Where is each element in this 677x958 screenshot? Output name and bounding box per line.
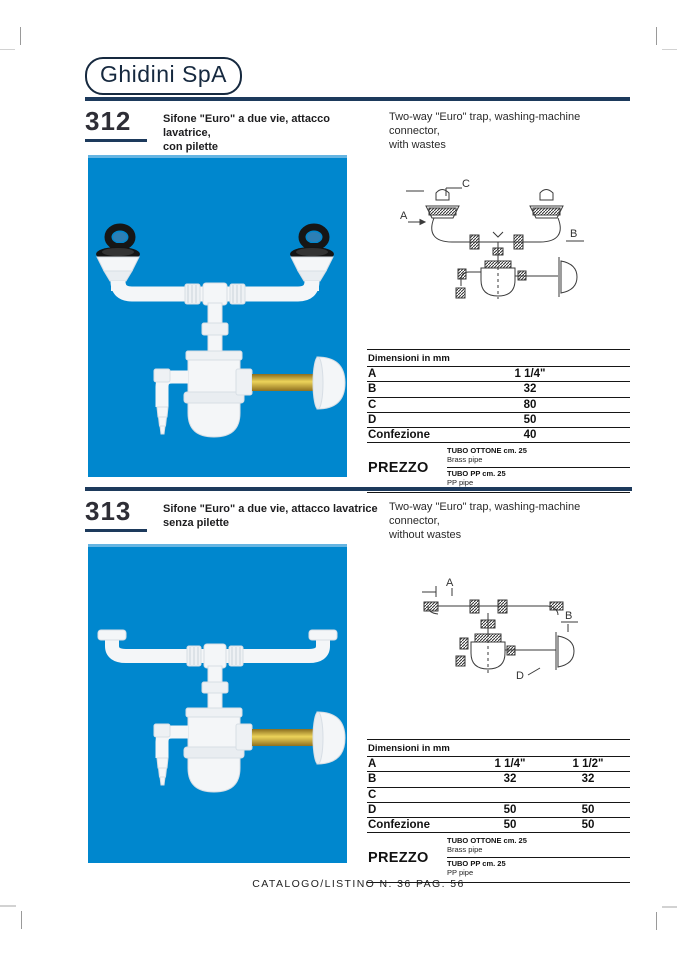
dim-value: 1 1/4": [494, 758, 526, 771]
dim-value: 40: [523, 429, 537, 442]
product-title-english: [389, 500, 624, 542]
trap-photo-illustration: [88, 155, 347, 477]
diagram-label-b: B: [570, 228, 578, 240]
title-en-line2: with wastes: [389, 139, 446, 151]
dimensions-table-312: [367, 349, 630, 493]
option-desc: Brass pipe: [447, 455, 483, 465]
brand-name: Ghidini SpA: [100, 61, 227, 87]
diagram-label-a: A: [446, 577, 454, 589]
table-row: [367, 428, 630, 443]
table-row: [367, 382, 630, 397]
table-row: [367, 788, 630, 803]
dim-value: 1 1/4": [514, 368, 546, 381]
brand-logo: [85, 57, 242, 95]
product-photo-312: [88, 155, 347, 477]
dim-value: 50: [523, 414, 537, 427]
price-label: PREZZO: [368, 849, 429, 866]
option-desc: PP pipe: [447, 478, 474, 488]
crop-mark-br-v: [656, 912, 657, 930]
product-title-english: [389, 110, 624, 152]
crop-mark-tl-h: [0, 49, 15, 50]
dim-label: A: [368, 758, 377, 771]
price-block: [367, 443, 630, 493]
dim-label: Confezione: [368, 429, 430, 442]
dim-label: D: [368, 414, 377, 427]
title-en-line1: Two-way "Euro" trap, washing-machine connector,: [389, 501, 581, 527]
header-rule: [85, 97, 630, 101]
dim-value2: 32: [581, 773, 595, 786]
dim-value: 32: [523, 383, 537, 396]
dim-value2: 1 1/2": [572, 758, 604, 771]
product-title-italian: [163, 112, 378, 154]
product-code-312: 312: [85, 106, 132, 136]
product-photo-313: [88, 544, 347, 863]
dim-label: D: [368, 804, 377, 817]
table-row: [367, 772, 630, 787]
table-row: [367, 803, 630, 818]
dim-label: B: [368, 383, 377, 396]
option-name: TUBO OTTONE cm. 25: [447, 836, 527, 846]
dim-value2: 50: [581, 804, 595, 817]
price-options: [447, 835, 630, 880]
crop-mark-tr-v: [656, 27, 657, 45]
dim-value: 32: [503, 773, 517, 786]
dim-label: B: [368, 773, 377, 786]
price-option: [447, 835, 630, 857]
option-name: TUBO PP cm. 25: [447, 469, 506, 479]
table-header: Dimensioni in mm: [367, 349, 630, 367]
technical-diagram-313: [408, 572, 593, 702]
crop-mark-tr-h: [662, 49, 677, 50]
title-it-line2: con pilette: [163, 141, 219, 153]
diagram-label-c: C: [462, 178, 470, 190]
price-block: [367, 833, 630, 883]
dim-label: C: [368, 788, 377, 801]
title-it-line1: Sifone "Euro" a due vie, attacco lavatrice: [163, 503, 378, 515]
option-desc: Brass pipe: [447, 845, 483, 855]
option-name: TUBO OTTONE cm. 25: [447, 446, 527, 456]
table-row: [367, 398, 630, 413]
product-title-italian: [163, 502, 378, 530]
table-row: [367, 413, 630, 428]
dim-value: 80: [523, 398, 537, 411]
dim-label: A: [368, 368, 377, 381]
crop-mark-bl-h: [0, 905, 16, 907]
table-header: Dimensioni in mm: [367, 739, 630, 757]
dim-value: 50: [503, 804, 517, 817]
product-code-313: 313: [85, 496, 132, 526]
dim-value2: 50: [581, 819, 595, 832]
table-row: [367, 757, 630, 772]
product-code-underline: [85, 139, 147, 142]
diagram-label-d: D: [516, 670, 524, 682]
dimensions-table-313: [367, 739, 630, 883]
dim-label: C: [368, 398, 377, 411]
crop-mark-bl-v: [21, 911, 22, 929]
dim-label: Confezione: [368, 819, 430, 832]
title-it-line1: Sifone "Euro" a due vie, attacco lavatrice,: [163, 113, 330, 139]
price-label: PREZZO: [368, 459, 429, 476]
diagram-label-a: A: [400, 210, 408, 222]
price-option: [447, 445, 630, 467]
option-desc: PP pipe: [447, 868, 474, 878]
crop-mark-br-h: [662, 906, 677, 908]
trap-photo-illustration: [88, 544, 347, 863]
technical-diagram-312: [398, 175, 603, 315]
dim-value: 50: [503, 819, 517, 832]
page-footer: CATALOGO/LISTINO N. 36 PAG. 56: [252, 878, 465, 890]
table-row: [367, 367, 630, 382]
table-row: [367, 818, 630, 833]
section-separator-rule: [85, 487, 632, 491]
product-code-underline: [85, 529, 147, 532]
diagram-label-b: B: [565, 610, 573, 622]
option-name: TUBO PP cm. 25: [447, 859, 506, 869]
title-en-line2: without wastes: [389, 529, 462, 541]
crop-mark-tl-v: [20, 27, 21, 45]
price-options: [447, 445, 630, 490]
title-en-line1: Two-way "Euro" trap, washing-machine connector,: [389, 111, 581, 137]
title-it-line2: senza pilette: [163, 517, 230, 529]
